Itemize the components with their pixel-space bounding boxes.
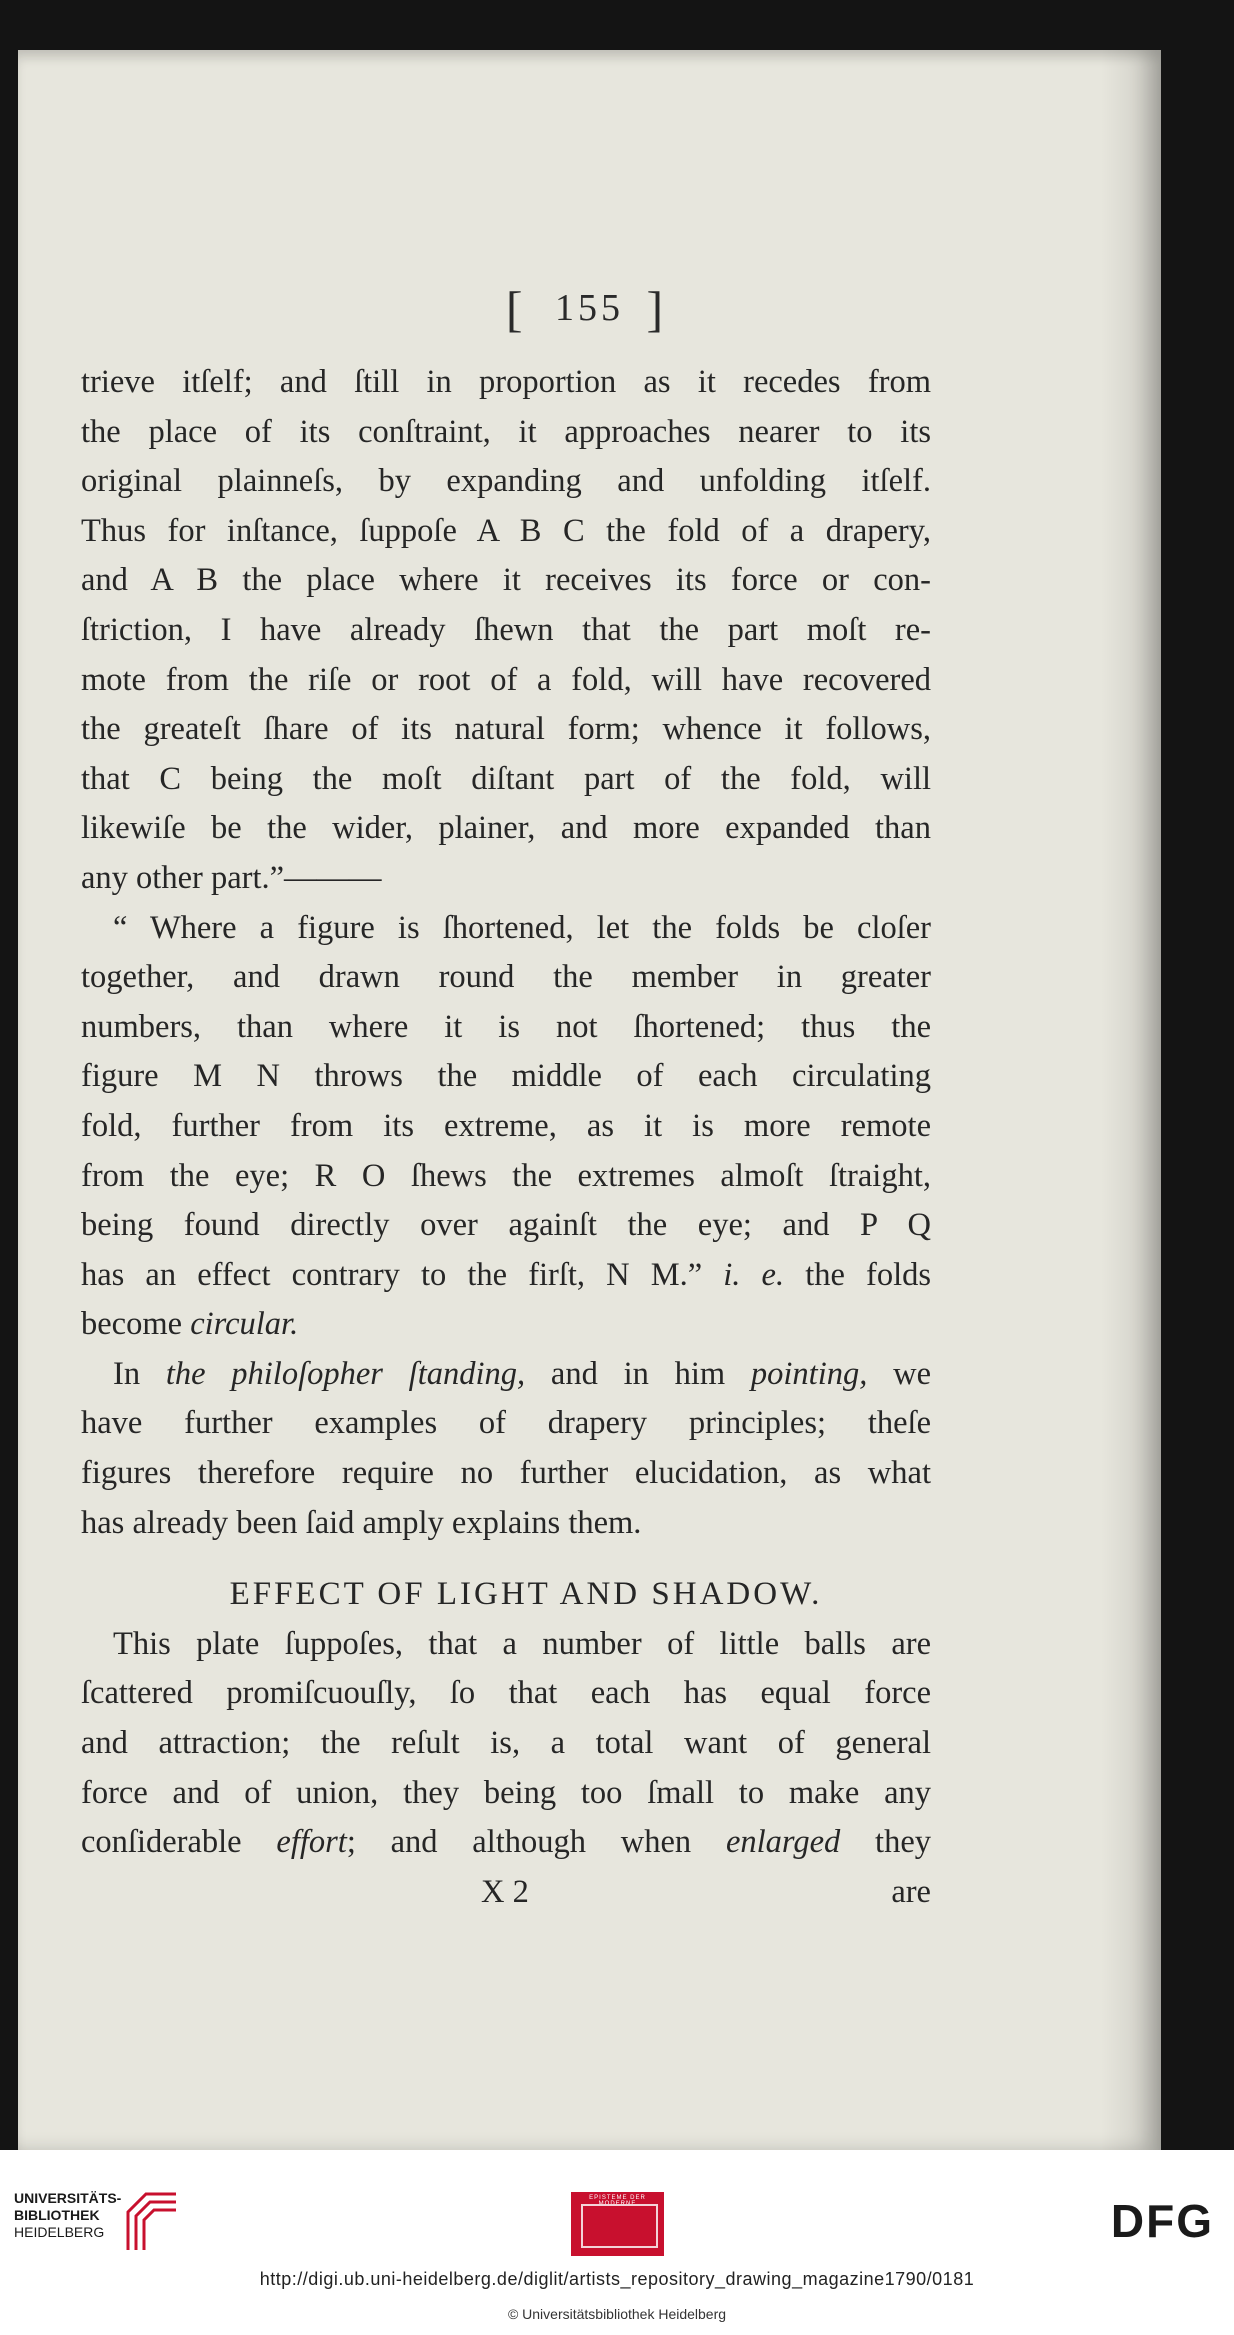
text-line: have further examples of drapery principles; theſe	[81, 1405, 931, 1442]
text-line: and attraction; the reſult is, a total want of general	[81, 1725, 931, 1762]
text-line: “ Where a figure is ſhortened, let the folds be cloſer	[113, 909, 931, 946]
viewer-footer	[0, 2150, 1234, 2335]
text-line: force and of union, they being too ſmall to make any	[81, 1774, 931, 1811]
page-header: [ 155 ]	[505, 281, 674, 337]
episteme-logo[interactable]	[571, 2192, 664, 2256]
text-line: has already been ſaid amply explains them.	[81, 1504, 642, 1541]
catchword: are	[891, 1873, 931, 1910]
book-page	[18, 50, 1161, 2150]
text-segment: has an effect contrary to the firſt, N M.”	[81, 1256, 703, 1293]
text-segment: ; and although when	[346, 1824, 692, 1861]
text-line: the greateſt ſhare of its natural form; whence it follows,	[81, 711, 931, 748]
episteme-logo-text: EPISTEME DER MODERNE	[589, 2195, 646, 2207]
text-line	[81, 1350, 931, 1400]
text-line: figure M N throws the middle of each circulating	[81, 1058, 931, 1095]
page-foot-line	[81, 1868, 931, 1918]
page-text	[81, 358, 931, 1917]
italic-text: effort	[276, 1824, 347, 1861]
text-segment: and in him	[550, 1355, 726, 1392]
text-line: This plate ſuppoſes, that a number of little balls are	[113, 1625, 931, 1662]
text-line: likewiſe be the wider, plainer, and more expanded than	[81, 810, 931, 847]
text-segment: we	[893, 1355, 932, 1392]
text-line: figures therefore require no further elucidation, as what	[81, 1455, 931, 1492]
text-line: trieve itſelf; and ſtill in proportion as it recedes from	[81, 364, 931, 400]
text-line: Thus for inſtance, ſuppoſe A B C the fold of a drapery,	[81, 512, 931, 549]
library-name-line: HEIDELBERG	[14, 2224, 105, 2240]
text-line: original plainneſs, by expanding and unfolding itſelf.	[81, 463, 931, 500]
text-line: together, and drawn round the member in greater	[81, 959, 931, 996]
text-line: mote from the riſe or root of a fold, will have recovered	[81, 661, 931, 698]
text-line: being found directly over againſt the eye; and P Q	[81, 1207, 931, 1244]
text-segment: the folds	[805, 1256, 932, 1293]
dfg-logo[interactable]: DFG	[1110, 2195, 1214, 2247]
signature-mark: X 2	[481, 1873, 529, 1910]
italic-text: i. e.	[723, 1256, 785, 1293]
section-heading: EFFECT OF LIGHT AND SHADOW.	[229, 1576, 823, 1613]
library-mark-icon	[124, 2190, 184, 2256]
text-line: ſtriction, I have already ſhewn that the part moſt re-	[81, 611, 931, 648]
text-line: numbers, than where it is not ſhortened; thus the	[81, 1008, 931, 1045]
text-segment: they	[875, 1824, 932, 1861]
text-line	[81, 1251, 931, 1301]
italic-text: pointing,	[750, 1355, 868, 1392]
permalink-url[interactable]: http://digi.ub.uni-heidelberg.de/diglit/artists_repository_drawing_magazine1790/0181	[259, 2269, 975, 2289]
text-segment: In	[113, 1355, 141, 1392]
text-segment: conſiderable	[81, 1824, 242, 1861]
text-line: the place of its conſtraint, it approaches nearer to its	[81, 413, 931, 450]
library-name	[14, 2190, 121, 2241]
italic-text: enlarged	[725, 1824, 841, 1861]
text-line	[81, 1818, 931, 1868]
text-line: fold, further from its extreme, as it is more remote	[81, 1107, 931, 1144]
text-line: and A B the place where it receives its force or con-	[81, 562, 931, 599]
italic-text: circular.	[190, 1306, 299, 1343]
text-segment: become	[81, 1306, 183, 1343]
episteme-logo-frame	[581, 2204, 658, 2248]
text-line: any other part.”———	[81, 859, 382, 896]
university-library-logo[interactable]	[14, 2190, 179, 2256]
text-line: from the eye; R O ſhews the extremes almoſt ſtraight,	[81, 1157, 931, 1194]
library-name-line: UNIVERSITÄTS-	[14, 2190, 122, 2206]
text-line: ſcattered promiſcuouſly, ſo that each has equal force	[81, 1675, 931, 1712]
library-name-line: BIBLIOTHEK	[14, 2207, 100, 2223]
text-line: that C being the moſt diſtant part of the fold, will	[81, 760, 931, 797]
page-number: 155	[555, 287, 624, 329]
copyright-notice: © Universitätsbibliothek Heidelberg	[507, 2306, 727, 2322]
text-line	[81, 1300, 931, 1350]
italic-text: the philoſopher ſtanding,	[165, 1355, 526, 1392]
